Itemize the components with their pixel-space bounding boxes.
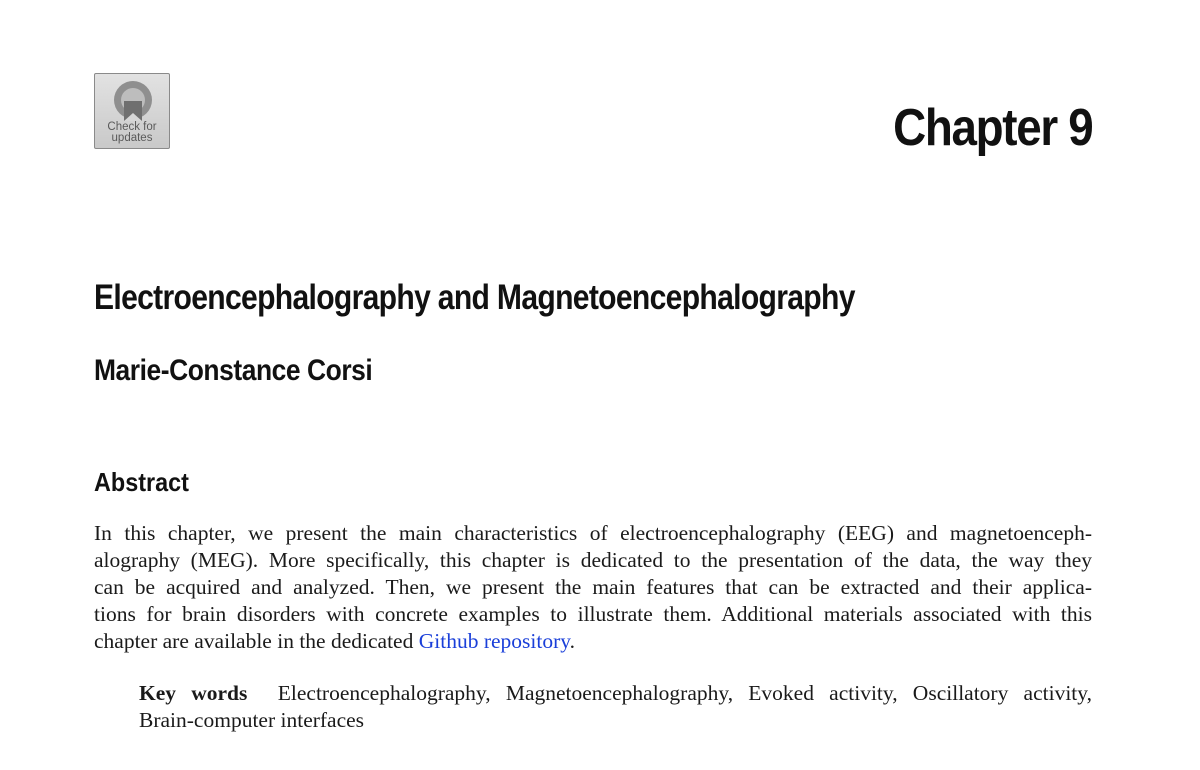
abstract-line-2: alography (MEG). More specifically, this chapter is dedicated to the presentation of the data, the way they — [94, 548, 1092, 572]
abstract-line-3: can be acquired and analyzed. Then, we present the main features that can be extracted and their applica- — [94, 575, 1092, 599]
abstract-last-line-text: chapter are available in the dedicated — [94, 629, 414, 653]
keywords-line-1 — [139, 680, 1092, 707]
crossmark-icon — [110, 79, 156, 121]
abstract-line-5 — [94, 628, 1092, 655]
keywords-block — [139, 680, 1092, 734]
keywords-label: Key words — [139, 681, 248, 705]
chapter-label: Chapter 9 — [892, 99, 1092, 157]
badge-line-2: updates — [111, 132, 153, 144]
github-repository-link[interactable]: Github repository — [418, 629, 570, 653]
check-for-updates-badge[interactable] — [94, 73, 170, 149]
abstract-body — [94, 520, 1092, 655]
chapter-title: Electroencephalography and Magnetoencephalography — [94, 278, 855, 317]
badge-line-1: Check for — [107, 121, 157, 133]
abstract-line-4: tions for brain disorders with concrete examples to illustrate them. Additional materials associated with this — [94, 602, 1092, 626]
author-name: Marie-Constance Corsi — [94, 354, 373, 387]
keywords-line-2: Brain-computer interfaces — [139, 708, 365, 732]
abstract-line-1: In this chapter, we present the main characteristics of electroencephalography (EEG) and magnetoenceph- — [94, 521, 1092, 545]
abstract-heading: Abstract — [94, 467, 189, 497]
abstract-last-line-period: . — [569, 629, 575, 653]
badge-text — [95, 122, 169, 144]
keywords-text-1: Electroencephalography, Magnetoencephalography, Evoked activity, Oscillatory activity, — [277, 681, 1092, 705]
